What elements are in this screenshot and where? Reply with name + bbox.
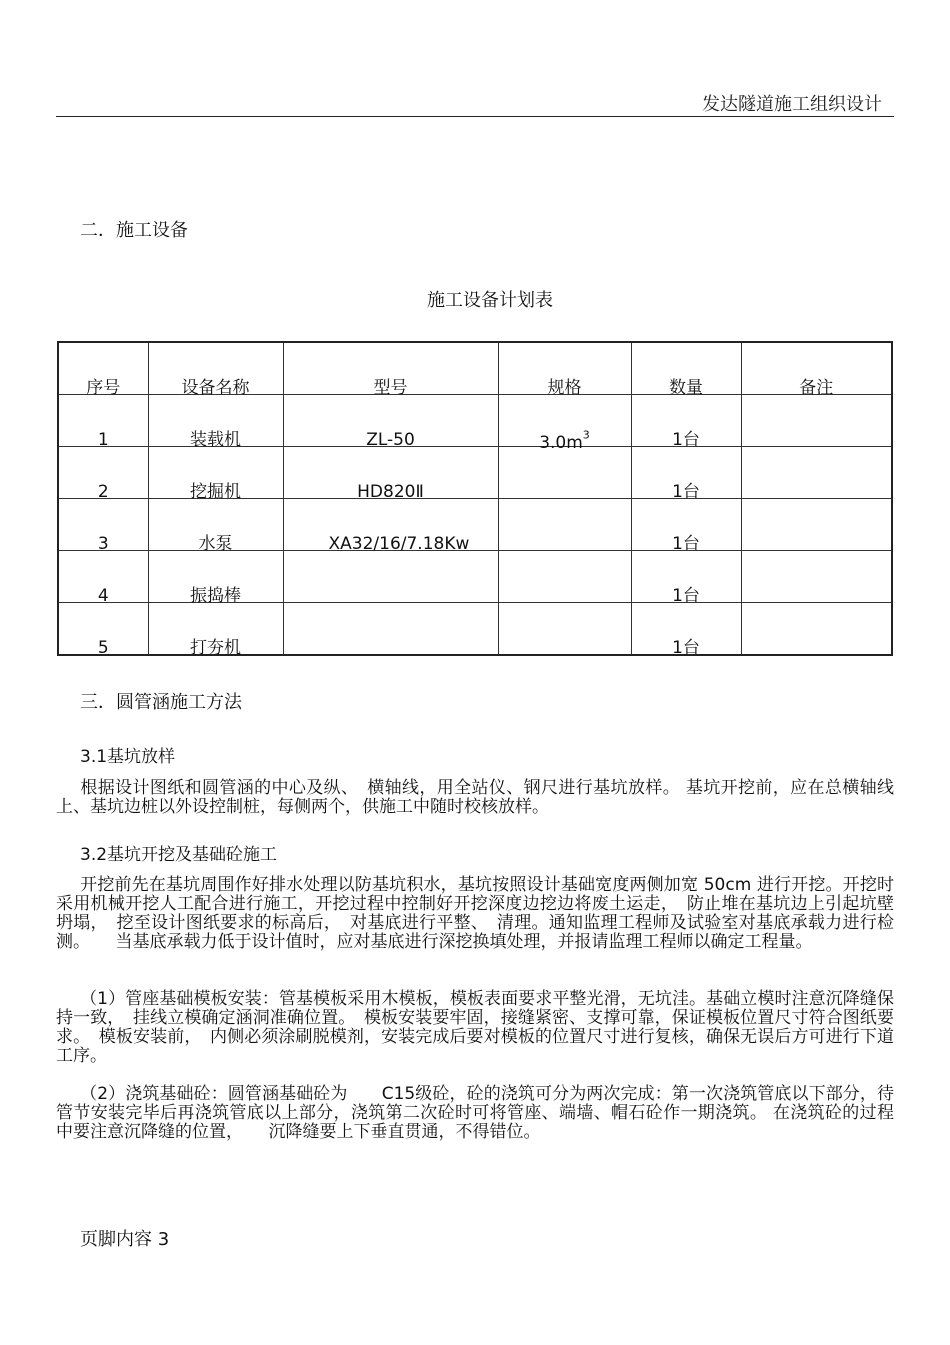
cell-name: 挖掘机 bbox=[148, 447, 283, 499]
cell-quantity: 1台 bbox=[631, 499, 741, 551]
subsection-3-2-title: 3.2基坑开挖及基础砼施工 bbox=[80, 845, 278, 865]
cell-remark bbox=[741, 603, 892, 656]
cell-remark bbox=[741, 551, 892, 603]
table-row bbox=[58, 447, 892, 499]
table-row bbox=[58, 395, 892, 447]
cell-index: 4 bbox=[58, 551, 148, 603]
cell-index: 3 bbox=[58, 499, 148, 551]
subsection-3-2-para-1: 开挖前先在基坑周围作好排水处理以防基坑积水，基坑按照设计基础宽度两侧加宽 50cm 进行开挖。开挖时采用机械开挖人工配合进行施工，开挖过程中控制好开挖深度边挖边将废土运走， 防止堆在基坑边上引起坑壁坍塌， 挖至设计图纸要求的标高后， 对基底进行平整、 清理。通知监理工程师及试验室对基底承载力进行检测。 当基底承载力低于设计值时，应对基底进行深挖换填处理，并报请监理工程师以确定工程量。 bbox=[56, 875, 894, 952]
cell-spec bbox=[498, 447, 631, 499]
cell-model bbox=[283, 551, 498, 603]
section-3-title: 三．圆管涵施工方法 bbox=[80, 692, 242, 713]
table-row bbox=[58, 603, 892, 656]
cell-name: 装载机 bbox=[148, 395, 283, 447]
equipment-plan-table bbox=[57, 341, 893, 656]
header-cell-index: 序号 bbox=[58, 342, 148, 395]
subsection-3-2-para-3: （2）浇筑基础砼：圆管涵基础砼为 C15级砼，砼的浇筑可分为两次完成：第一次浇筑管底以下部分，待管节安装完毕后再浇筑管底以上部分，浇筑第二次砼时可将管座、端墙、帽石砼作一期浇筑。 在浇筑砼的过程中要注意沉降缝的位置， 沉降缝要上下垂直贯通，不得错位。 bbox=[56, 1084, 894, 1142]
document-header-title: 发达隧道施工组织设计 bbox=[702, 94, 882, 115]
cell-spec bbox=[498, 551, 631, 603]
cell-quantity: 1台 bbox=[631, 447, 741, 499]
subsection-3-1-title: 3.1基坑放样 bbox=[80, 747, 176, 767]
cell-spec bbox=[498, 499, 631, 551]
cell-model bbox=[283, 603, 498, 656]
cell-model: XA32/16/7.18Kw bbox=[283, 499, 498, 551]
header-cell-spec: 规格 bbox=[498, 342, 631, 395]
cell-remark bbox=[741, 499, 892, 551]
cell-quantity: 1台 bbox=[631, 551, 741, 603]
table-row bbox=[58, 551, 892, 603]
cell-model: HD820Ⅱ bbox=[283, 447, 498, 499]
header-cell-quantity: 数量 bbox=[631, 342, 741, 395]
table-header-row bbox=[58, 342, 892, 395]
cell-spec: $3.0m^3$ bbox=[498, 395, 631, 447]
cell-name: 振捣棒 bbox=[148, 551, 283, 603]
cell-remark bbox=[741, 447, 892, 499]
table-caption: 施工设备计划表 bbox=[427, 290, 553, 311]
subsection-3-2-para-2: （1）管座基础模板安装：管基模板采用木模板，模板表面要求平整光滑，无坑洼。基础立模时注意沉降缝保持一致， 挂线立模确定涵洞准确位置。 模板安装要牢固，接缝紧密、支撑可靠，保证模板位置尺寸符合图纸要求。 模板安装前， 内侧必须涂刷脱模剂，安装完成后要对模板的位置尺寸进行复核，确保无误后方可进行下道工序。 bbox=[56, 989, 894, 1066]
header-cell-name: 设备名称 bbox=[148, 342, 283, 395]
cell-spec bbox=[498, 603, 631, 656]
table-row bbox=[58, 499, 892, 551]
subsection-3-1-text: 根据设计图纸和圆管涵的中心及纵、 横轴线，用全站仪、钢尺进行基坑放样。 基坑开挖前，应在总横轴线上、基坑边桩以外设控制桩，每侧两个，供施工中随时校核放样。 bbox=[56, 778, 894, 817]
page-footer: 页脚内容 3 bbox=[80, 1229, 170, 1250]
spec-superscript: 3 bbox=[582, 428, 590, 442]
cell-remark bbox=[741, 395, 892, 447]
cell-quantity: 1台 bbox=[631, 603, 741, 656]
header-cell-remark: 备注 bbox=[741, 342, 892, 395]
cell-index: 1 bbox=[58, 395, 148, 447]
cell-name: 打夯机 bbox=[148, 603, 283, 656]
section-2-title: 二．施工设备 bbox=[80, 220, 188, 241]
header-divider bbox=[56, 116, 894, 117]
cell-quantity: 1台 bbox=[631, 395, 741, 447]
header-cell-model: 型号 bbox=[283, 342, 498, 395]
cell-index: 2 bbox=[58, 447, 148, 499]
cell-name: 水泵 bbox=[148, 499, 283, 551]
cell-index: 5 bbox=[58, 603, 148, 656]
cell-model: ZL-50 bbox=[283, 395, 498, 447]
